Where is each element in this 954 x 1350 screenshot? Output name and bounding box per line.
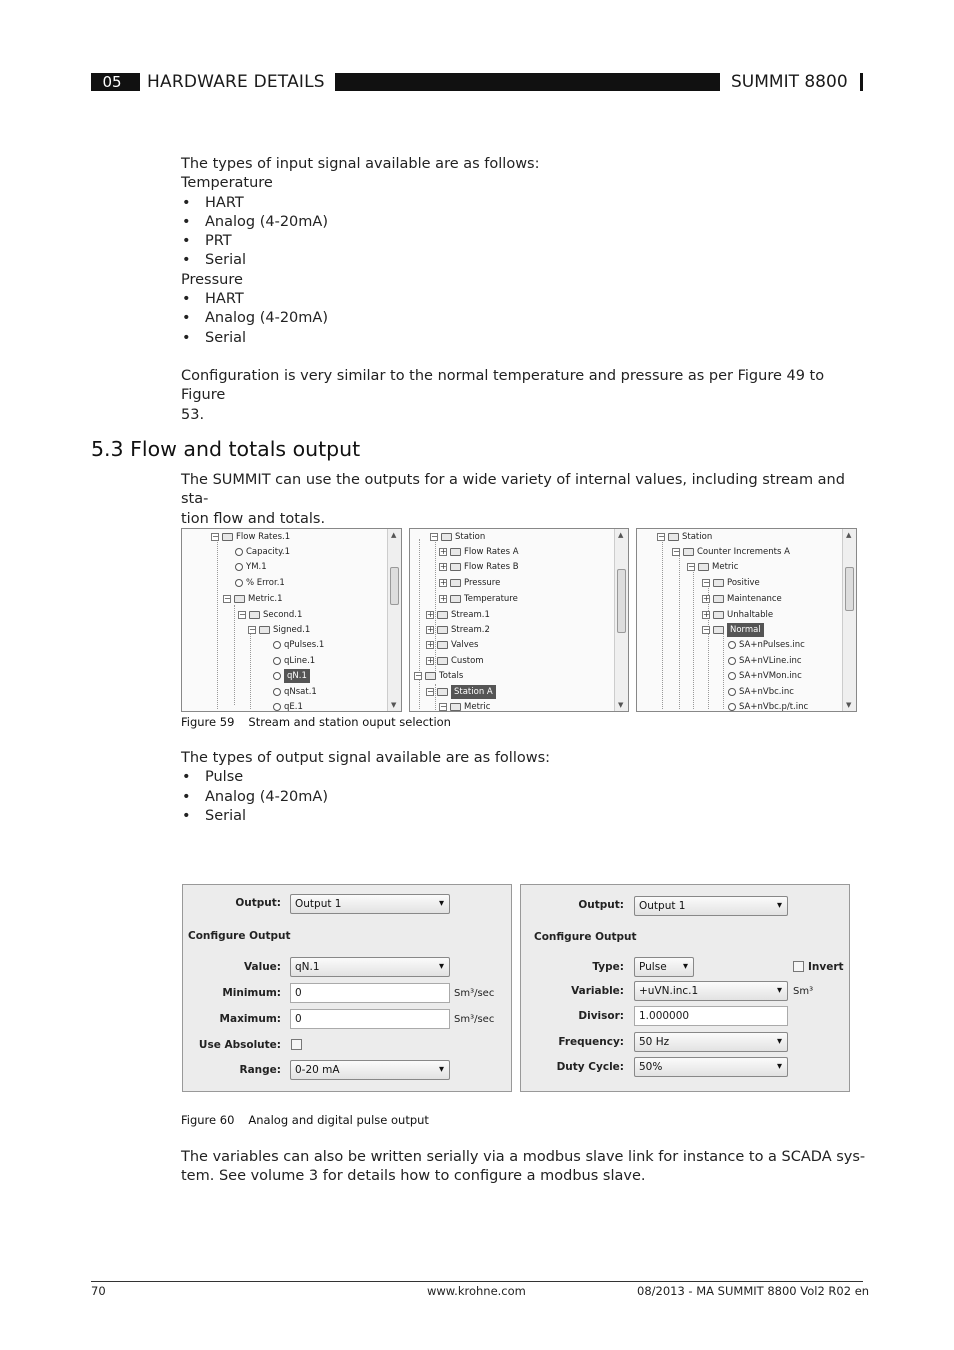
tree-node[interactable]: Station <box>455 532 486 542</box>
tree-node[interactable]: Metric.1 <box>248 594 283 604</box>
input-signals-block <box>181 155 871 425</box>
range-label: Range: <box>239 1064 281 1076</box>
tree-node[interactable]: SA+nPulses.inc <box>739 640 805 650</box>
tree-node[interactable]: qPulses.1 <box>284 640 325 650</box>
tree-node[interactable]: Stream.2 <box>451 625 490 635</box>
leaf-icon <box>728 688 736 696</box>
list-item: • Analog (4-20mA) <box>181 213 871 232</box>
tree-node[interactable]: Temperature <box>464 594 518 604</box>
list-item: • PRT <box>181 232 871 251</box>
minimum-input[interactable]: 0 <box>290 983 450 1003</box>
list-item: • HART <box>181 290 871 309</box>
tree-node[interactable]: Valves <box>451 640 479 650</box>
leaf-icon <box>273 688 281 696</box>
tree-node[interactable]: Custom <box>451 656 484 666</box>
tree-node[interactable]: Maintenance <box>727 594 782 604</box>
closing-line1: The variables can also be written serially via a modbus slave link for instance to a SCADA sys- <box>181 1149 866 1165</box>
tree-node[interactable]: % Error.1 <box>246 578 285 588</box>
leaf-icon <box>235 563 243 571</box>
tree-panel-counters[interactable]: − Station − Counter Increments A − Metric − Positive + Maintenance + Unhaltable − Normal SA+nPulses.inc SA+nVLine.inc SA+nVMon.inc SA+nVbc.inc SA+nVbc.p/t.inc ▲ ▼ <box>636 528 857 712</box>
maximum-input[interactable]: 0 <box>290 1009 450 1029</box>
figure-number: Figure 60 <box>181 1113 235 1127</box>
tree-node[interactable]: SA+nVMon.inc <box>739 671 802 681</box>
tree-node[interactable]: Capacity.1 <box>246 547 291 557</box>
duty-cycle-label: Duty Cycle: <box>556 1061 624 1073</box>
folder-icon <box>450 703 461 711</box>
divisor-input[interactable]: 1.000000 <box>634 1006 788 1026</box>
flow-intro-line1: The SUMMIT can use the outputs for a wide variety of internal values, including stream and sta- <box>181 472 845 508</box>
list-item: • Serial <box>181 329 871 348</box>
figure-caption: Stream and station ouput selection <box>248 715 451 729</box>
tree-panel-stream[interactable]: − Flow Rates.1 Capacity.1 YM.1 % Error.1 − Metric.1 − Second.1 − Signed.1 qPulses.1 qLine.1 qN.1 qNsat.1 qE.1 ▲ ▼ <box>181 528 402 712</box>
leaf-icon <box>728 703 736 711</box>
leaf-icon <box>273 657 281 665</box>
folder-icon <box>450 548 461 556</box>
flow-intro <box>181 471 871 529</box>
folder-icon <box>437 611 448 619</box>
leaf-icon <box>235 548 243 556</box>
tree-node[interactable]: YM.1 <box>246 562 267 572</box>
figure-number: Figure 59 <box>181 715 235 729</box>
footer-rule <box>91 1281 863 1282</box>
tree-node-selected[interactable]: Station A <box>451 685 496 699</box>
frequency-select[interactable]: 50 Hz ▾ <box>634 1032 788 1052</box>
configure-output-label: Configure Output <box>188 930 291 942</box>
tree-node[interactable]: Totals <box>439 671 464 681</box>
scrollbar[interactable]: ▲ ▼ <box>842 529 856 711</box>
tree-node[interactable]: Stream.1 <box>451 610 490 620</box>
duty-cycle-select[interactable]: 50% ▾ <box>634 1057 788 1077</box>
folder-icon <box>683 548 694 556</box>
leaf-icon <box>235 579 243 587</box>
minimum-unit: Sm³/sec <box>454 988 495 999</box>
folder-icon <box>437 641 448 649</box>
minimum-label: Minimum: <box>222 987 281 999</box>
analog-output-panel <box>182 884 512 1092</box>
footer-doc-ref: 08/2013 - MA SUMMIT 8800 Vol2 R02 en <box>637 1284 870 1298</box>
pulse-output-panel <box>520 884 850 1092</box>
folder-icon <box>437 626 448 634</box>
input-intro: The types of input signal available are as follows: <box>181 156 540 172</box>
folder-icon <box>450 595 461 603</box>
page-number: 70 <box>91 1284 106 1298</box>
list-item: • HART <box>181 194 871 213</box>
folder-icon <box>668 533 679 541</box>
footer-url[interactable]: www.krohne.com <box>427 1284 526 1298</box>
tree-node[interactable]: Metric <box>464 702 491 712</box>
figure-caption: Analog and digital pulse output <box>248 1113 429 1127</box>
closing-paragraph <box>181 1148 871 1187</box>
tree-node[interactable]: SA+nVbc.p/t.inc <box>739 702 809 712</box>
type-label: Type: <box>592 961 624 973</box>
scrollbar[interactable]: ▲ ▼ <box>614 529 628 711</box>
leaf-icon <box>273 641 281 649</box>
list-item: • Serial <box>181 807 871 826</box>
invert-label: Invert <box>808 961 844 973</box>
folder-icon <box>713 611 724 619</box>
folder-icon <box>437 657 448 665</box>
tree-node[interactable]: qNsat.1 <box>284 687 317 697</box>
range-select[interactable]: 0-20 mA ▾ <box>290 1060 450 1080</box>
folder-icon <box>698 563 709 571</box>
output-select[interactable]: Output 1 ▾ <box>634 896 788 916</box>
folder-icon <box>259 626 270 634</box>
tree-node[interactable]: Station <box>682 532 713 542</box>
folder-icon <box>713 595 724 603</box>
tree-node[interactable]: Flow Rates.1 <box>236 532 291 542</box>
tree-node[interactable]: Counter Increments A <box>697 547 790 557</box>
maximum-unit: Sm³/sec <box>454 1014 495 1025</box>
folder-icon <box>450 563 461 571</box>
use-absolute-checkbox[interactable] <box>291 1039 302 1050</box>
figure59-caption <box>181 715 451 729</box>
tree-node[interactable]: Unhaltable <box>727 610 774 620</box>
list-item: • Serial <box>181 251 871 270</box>
leaf-icon <box>273 672 281 680</box>
output-label: Output: <box>578 899 624 911</box>
closing-line2: tem. See volume 3 for details how to configure a modbus slave. <box>181 1168 646 1185</box>
section-heading: 5.3 Flow and totals output <box>91 437 361 461</box>
folder-icon <box>713 626 724 634</box>
list-item: • Analog (4-20mA) <box>181 309 871 328</box>
figure60-caption <box>181 1113 429 1127</box>
tree-node[interactable]: Second.1 <box>263 610 303 620</box>
list-item: • Pulse <box>181 768 871 787</box>
divisor-label: Divisor: <box>578 1010 624 1022</box>
variable-select[interactable]: +uVN.inc.1 ▾ <box>634 981 788 1001</box>
tree-node-selected[interactable]: qN.1 <box>284 669 310 683</box>
leaf-icon <box>728 641 736 649</box>
tree-panel-station[interactable]: − Station + Flow Rates A + Flow Rates B + Pressure + Temperature + Stream.1 + Stream.2 + Valves + Custom − Totals − Station A − Metric ▲ ▼ <box>409 528 629 712</box>
tree-node[interactable]: Metric <box>712 562 739 572</box>
use-absolute-label: Use Absolute: <box>198 1039 281 1051</box>
folder-icon <box>441 533 452 541</box>
variable-label: Variable: <box>571 985 624 997</box>
tree-node[interactable]: qE.1 <box>284 702 303 712</box>
type-select[interactable]: Pulse ▾ <box>634 957 694 977</box>
frequency-label: Frequency: <box>558 1036 624 1048</box>
tree-node[interactable]: Signed.1 <box>273 625 311 635</box>
tree-node[interactable]: Flow Rates B <box>464 562 519 572</box>
folder-icon <box>450 579 461 587</box>
output-signals-block <box>181 749 871 826</box>
config-note-line2: 53. <box>181 406 205 423</box>
value-select[interactable]: qN.1 ▾ <box>290 957 450 977</box>
leaf-icon <box>273 703 281 711</box>
product-name: SUMMIT 8800 <box>720 71 860 93</box>
tree-node[interactable]: SA+nVbc.inc <box>739 687 794 697</box>
configure-output-label: Configure Output <box>534 931 637 943</box>
scrollbar[interactable]: ▲ ▼ <box>387 529 401 711</box>
output-select[interactable]: Output 1 ▾ <box>290 894 450 914</box>
list-item: • Analog (4-20mA) <box>181 788 871 807</box>
folder-icon <box>425 672 436 680</box>
value-label: Value: <box>243 961 281 973</box>
folder-icon <box>437 688 448 696</box>
folder-icon <box>249 611 260 619</box>
chapter-title: HARDWARE DETAILS <box>140 71 335 93</box>
output-intro: The types of output signal available are as follows: <box>181 750 551 766</box>
output-label: Output: <box>235 897 281 909</box>
variable-unit: Sm³ <box>793 986 814 997</box>
tree-node[interactable]: Positive <box>727 578 760 588</box>
folder-icon <box>234 595 245 603</box>
leaf-icon <box>728 657 736 665</box>
folder-icon <box>713 579 724 587</box>
maximum-label: Maximum: <box>219 1013 281 1025</box>
pressure-label: Pressure <box>181 271 243 288</box>
tree-node[interactable]: qLine.1 <box>284 656 316 666</box>
tree-node[interactable]: SA+nVLine.inc <box>739 656 802 666</box>
tree-node[interactable]: Pressure <box>464 578 501 588</box>
leaf-icon <box>728 672 736 680</box>
flow-intro-line2: tion flow and totals. <box>181 510 326 527</box>
invert-checkbox[interactable] <box>793 961 804 972</box>
chapter-number: 05 <box>102 73 122 91</box>
temperature-label: Temperature <box>181 175 273 192</box>
tree-node[interactable]: Flow Rates A <box>464 547 519 557</box>
tree-node-selected[interactable]: Normal <box>727 623 764 637</box>
folder-icon <box>222 533 233 541</box>
config-note-line1: Configuration is very similar to the normal temperature and pressure as per Figure 49 to Figure <box>181 367 825 404</box>
